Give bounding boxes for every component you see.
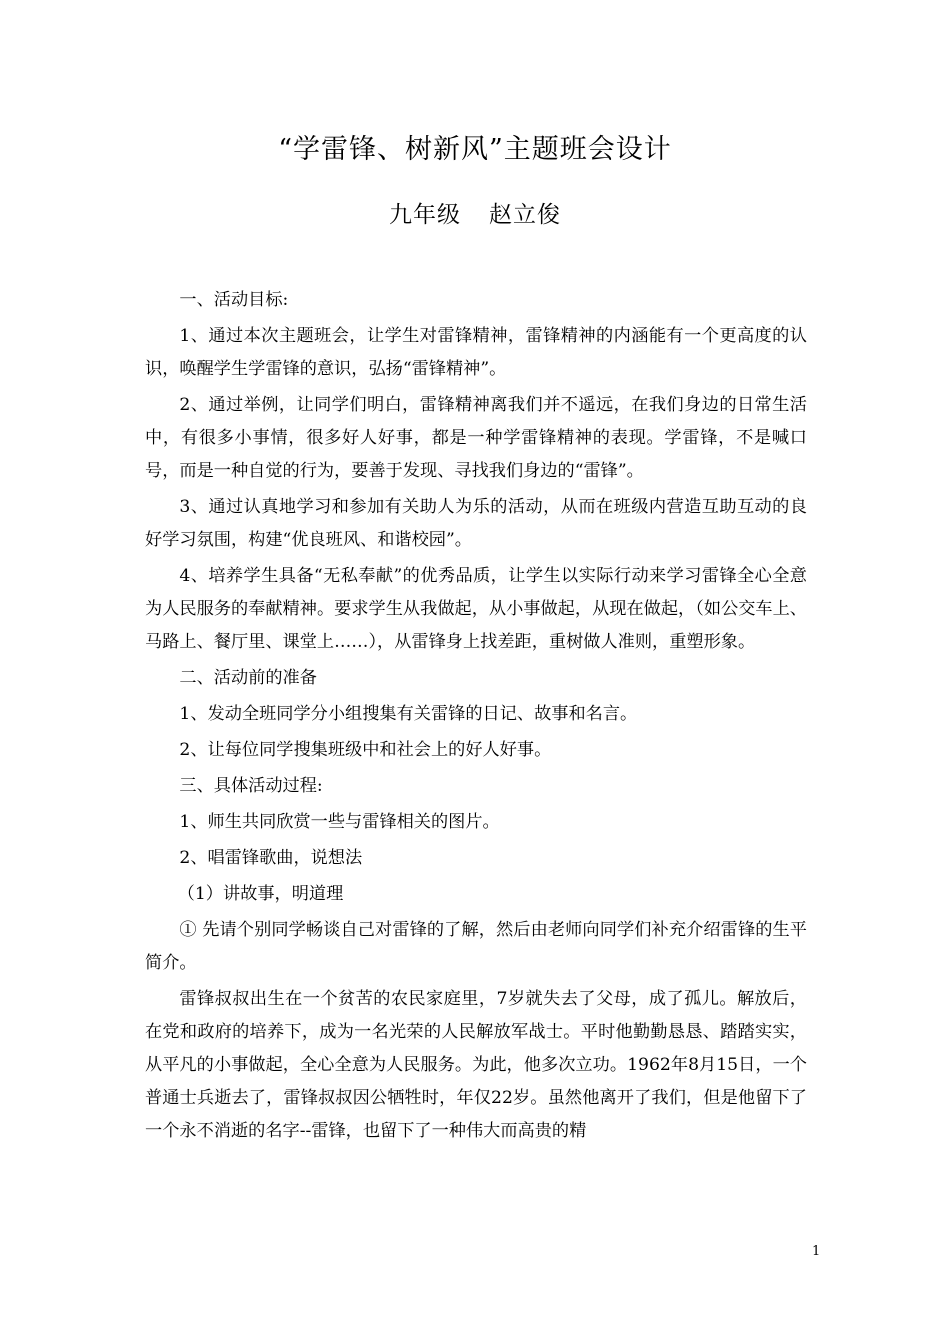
section-heading-process: 三、具体活动过程: <box>179 776 323 796</box>
prep-item-2: 2、让每位同学搜集班级中和社会上的好人好事。 <box>179 740 552 760</box>
document-body <box>145 284 807 1151</box>
process-item-1: 1、师生共同欣赏一些与雷锋相关的图片。 <box>179 812 500 832</box>
document-title: “学雷锋、树新风”主题班会设计 <box>278 134 672 165</box>
prep-item-1: 1、发动全班同学分小组搜集有关雷锋的日记、故事和名言。 <box>179 704 638 724</box>
goal-item-2: 2、通过举例，让同学们明白，雷锋精神离我们并不遥远，在我们身边的日常生活中，有很多小事情，很多好人好事，都是一种学雷锋精神的表现。学雷锋，不是喊口号，而是一种自觉的行为，要善于发现、寻找我们身边的“雷锋”。 <box>145 395 807 481</box>
page-number: 1 <box>812 1244 821 1259</box>
goal-item-1: 1、通过本次主题班会，让学生对雷锋精神，雷锋精神的内涵能有一个更高度的认识，唤醒学生学雷锋的意识，弘扬“雷锋精神”。 <box>145 326 807 379</box>
section-heading-goals: 一、活动目标: <box>179 290 289 310</box>
process-subitem-1: （1）讲故事，明道理 <box>177 884 344 904</box>
grade-label: 九年级 <box>389 202 461 228</box>
goal-item-4: 4、培养学生具备“无私奉献”的优秀品质，让学生以实际行动来学习雷锋全心全意为人民服务的奉献精神。要求学生从我做起，从小事做起，从现在做起，（如公交车上、马路上、餐厅里、课堂上……），从雷锋身上找差距，重树做人准则，重塑形象。 <box>145 566 807 652</box>
author-name: 赵立俊 <box>489 202 561 228</box>
leifeng-biography: 雷锋叔叔出生在一个贫苦的农民家庭里，7岁就失去了父母，成了孤儿。解放后，在党和政府的培养下，成为一名光荣的人民解放军战士。平时他勤勤恳恳、踏踏实实，从平凡的小事做起，全心全意为人民服务。为此，他多次立功。1962年8月15日，一个普通士兵逝去了，雷锋叔叔因公牺牲时，年仅22岁。虽然他离开了我们，但是他留下了一个永不消逝的名字--雷锋，也留下了一种伟大而高贵的精 <box>145 989 807 1141</box>
goal-item-3: 3、通过认真地学习和参加有关助人为乐的活动，从而在班级内营造互助互动的良好学习氛围，构建“优良班风、和谐校园”。 <box>145 497 807 550</box>
byline <box>0 198 950 232</box>
process-item-2: 2、唱雷锋歌曲，说想法 <box>179 848 363 868</box>
section-heading-preparation: 二、活动前的准备 <box>179 668 317 688</box>
process-step-1: ① 先请个别同学畅谈自己对雷锋的了解，然后由老师向同学们补充介绍雷锋的生平简介。 <box>145 920 807 973</box>
